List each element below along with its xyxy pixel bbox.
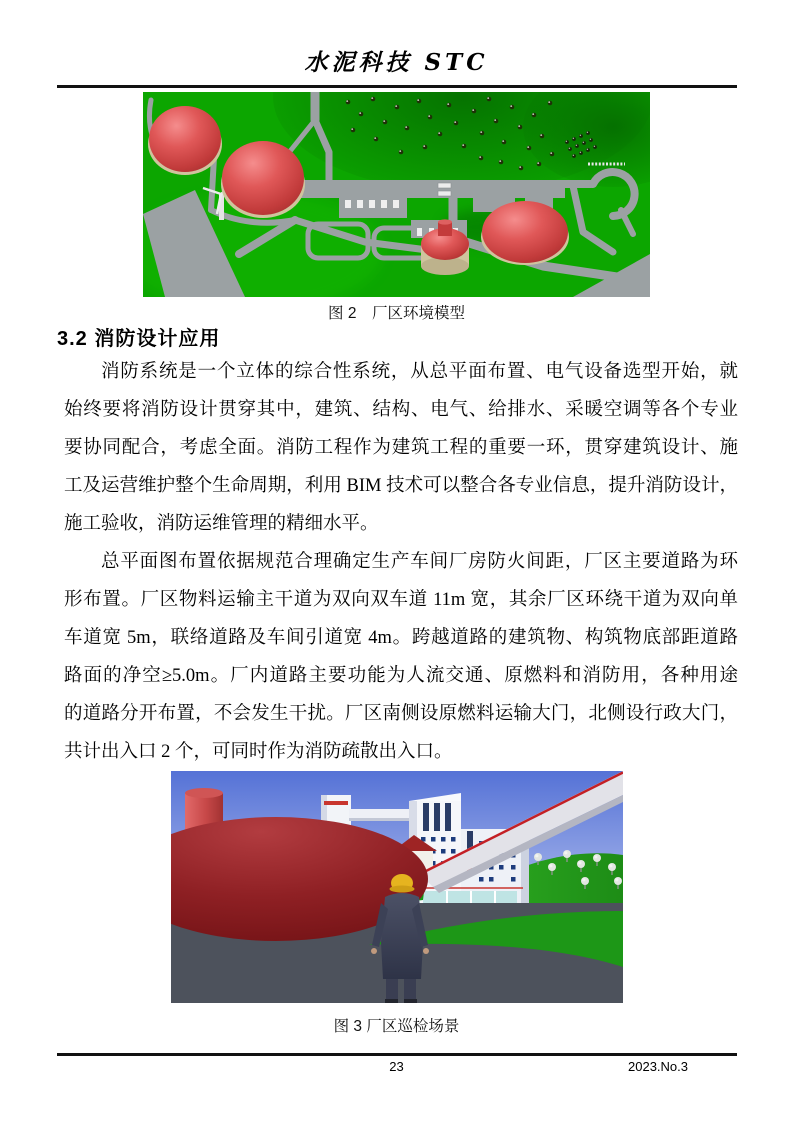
figure2-image (143, 92, 650, 297)
section-heading: 3.2 消防设计应用 (57, 328, 221, 350)
header-rule (57, 85, 737, 88)
figure3-image (171, 771, 623, 1003)
paragraph-line: 的道路分开布置，不会发生干扰。厂区南侧设原燃料运输大门，北侧设行政大门， (64, 704, 738, 724)
paragraph-line: 工及运营维护整个生命周期，利用 BIM 技术可以整合各专业信息，提升消防设计， (64, 476, 738, 496)
paragraph-line: 施工验收，消防运维管理的精细水平。 (64, 514, 379, 534)
paragraph-2 (64, 543, 738, 771)
figure2-caption: 图 2 厂区环境模型 (328, 305, 465, 322)
paragraph-line: 始终要将消防设计贯穿其中，建筑、结构、电气、给排水、采暖空调等各个专业 (64, 400, 738, 420)
figure3-caption: 图 3 厂区巡检场景 (333, 1018, 460, 1035)
journal-title: 水泥科技 STC (304, 49, 489, 76)
paragraph-line: 总平面图布置依据规范合理确定生产车间厂房防火间距，厂区主要道路为环 (101, 552, 738, 572)
paragraph-line: 要协同配合，考虑全面。消防工程作为建筑工程的重要一环，贯穿建筑设计、施 (64, 438, 738, 458)
paragraph-line: 消防系统是一个立体的综合性系统，从总平面布置、电气设备选型开始，就 (101, 362, 738, 382)
paragraph-line: 形布置。厂区物料运输主干道为双向双车道 11m 宽，其余厂区环绕干道为双向单 (64, 590, 738, 610)
page-number: 23 (389, 1059, 404, 1074)
paragraph-line: 车道宽 5m，联络道路及车间引道宽 4m。跨越道路的建筑物、构筑物底部距道路 (64, 628, 738, 648)
footer-rule (57, 1053, 737, 1056)
paragraph-line: 共计出入口 2 个，可同时作为消防疏散出入口。 (64, 742, 453, 762)
issue-label: 2023.No.3 (628, 1059, 688, 1074)
paragraph-1 (64, 353, 738, 543)
paragraph-line: 路面的净空≥5.0m。厂内道路主要功能为人流交通、原燃料和消防用，各种用途 (64, 666, 738, 686)
